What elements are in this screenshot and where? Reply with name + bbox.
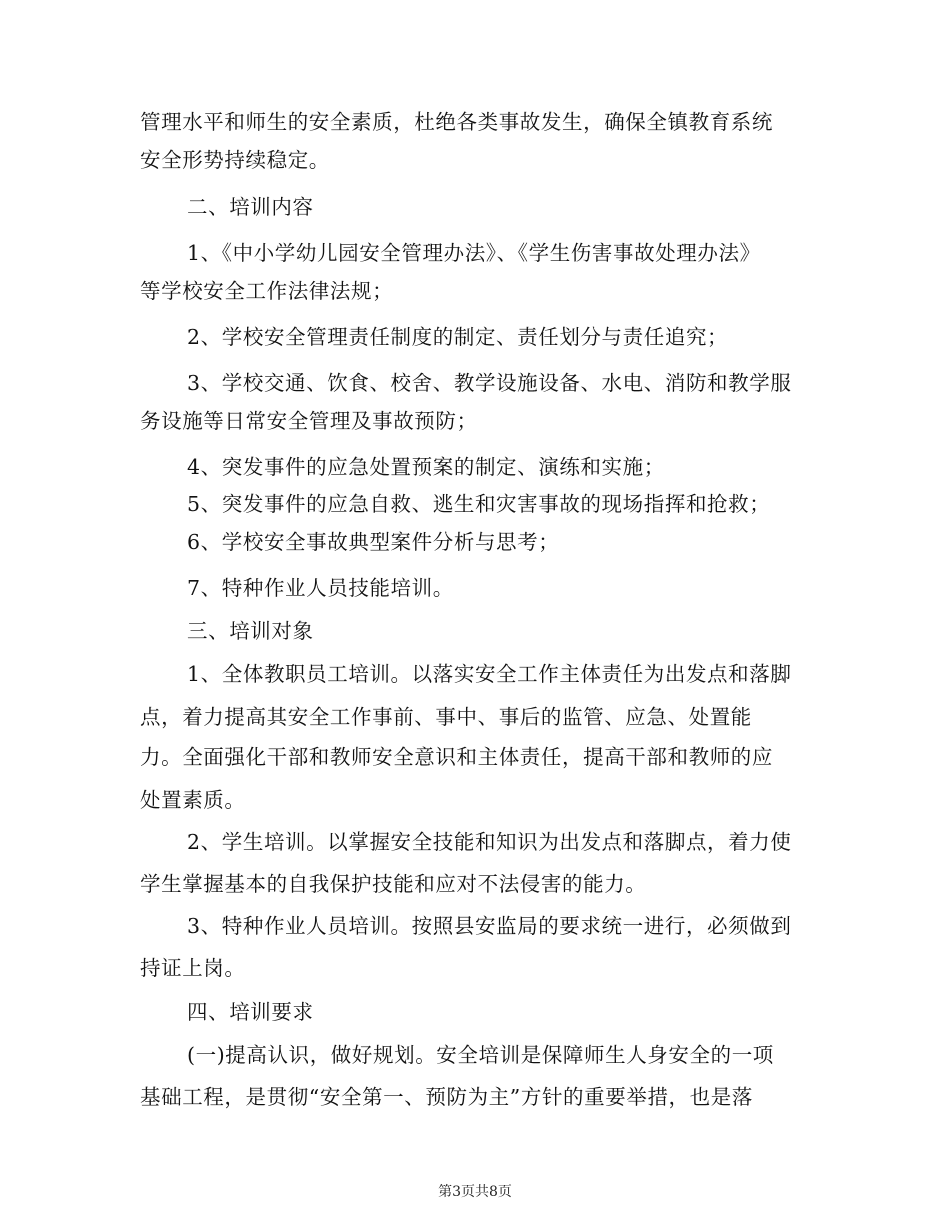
body-line: 力。全面强化干部和教师安全意识和主体责任，提高干部和教师的应 [140,745,773,769]
body-line: 点，着力提高其安全工作事前、事中、事后的监管、应急、处置能 [140,705,752,729]
body-line: 务设施等日常安全管理及事故预防； [140,409,478,433]
page-footer: 第3页共8页 [438,1184,512,1200]
body-line: 4、突发事件的应急处置预案的制定、演练和实施； [187,455,665,479]
body-line: 管理水平和师生的安全素质，杜绝各类事故发生，确保全镇教育系统 [140,110,773,134]
body-line: 安全形势持续稳定。 [140,148,330,172]
section-heading: 二、培训内容 [187,195,314,219]
body-line: 2、学生培训。以掌握安全技能和知识为出发点和落脚点，着力使 [187,830,792,854]
body-line: 7、特种作业人员技能培训。 [187,576,454,600]
body-line: 处置素质。 [140,788,246,812]
body-line: 5、突发事件的应急自救、逃生和灾害事故的现场指挥和抢救； [187,492,771,516]
body-line: 6、学校安全事故典型案件分析与思考； [187,530,560,554]
body-line: 基础工程，是贯彻“安全第一、预防为主”方针的重要举措，也是落 [140,1085,753,1109]
section-heading: 四、培训要求 [187,1000,314,1024]
body-line: 学生掌握基本的自我保护技能和应对不法侵害的能力。 [140,872,647,896]
body-line: 持证上岗。 [140,956,246,980]
body-line: 1、《中小学幼儿园安全管理办法》、《学生伤害事故处理办法》 [187,241,761,265]
body-line: 3、特种作业人员培训。按照县安监局的要求统一进行，必须做到 [187,914,792,938]
body-line: 3、学校交通、饮食、校舍、教学设施设备、水电、消防和教学服 [187,371,792,395]
body-line: 1、全体教职员工培训。以落实安全工作主体责任为出发点和落脚 [187,662,792,686]
body-line: (一)提高认识，做好规划。安全培训是保障师生人身安全的一项 [187,1043,774,1067]
body-line: 等学校安全工作法律法规； [140,279,394,303]
section-heading: 三、培训对象 [187,619,314,643]
body-line: 2、学校安全管理责任制度的制定、责任划分与责任追究； [187,325,729,349]
